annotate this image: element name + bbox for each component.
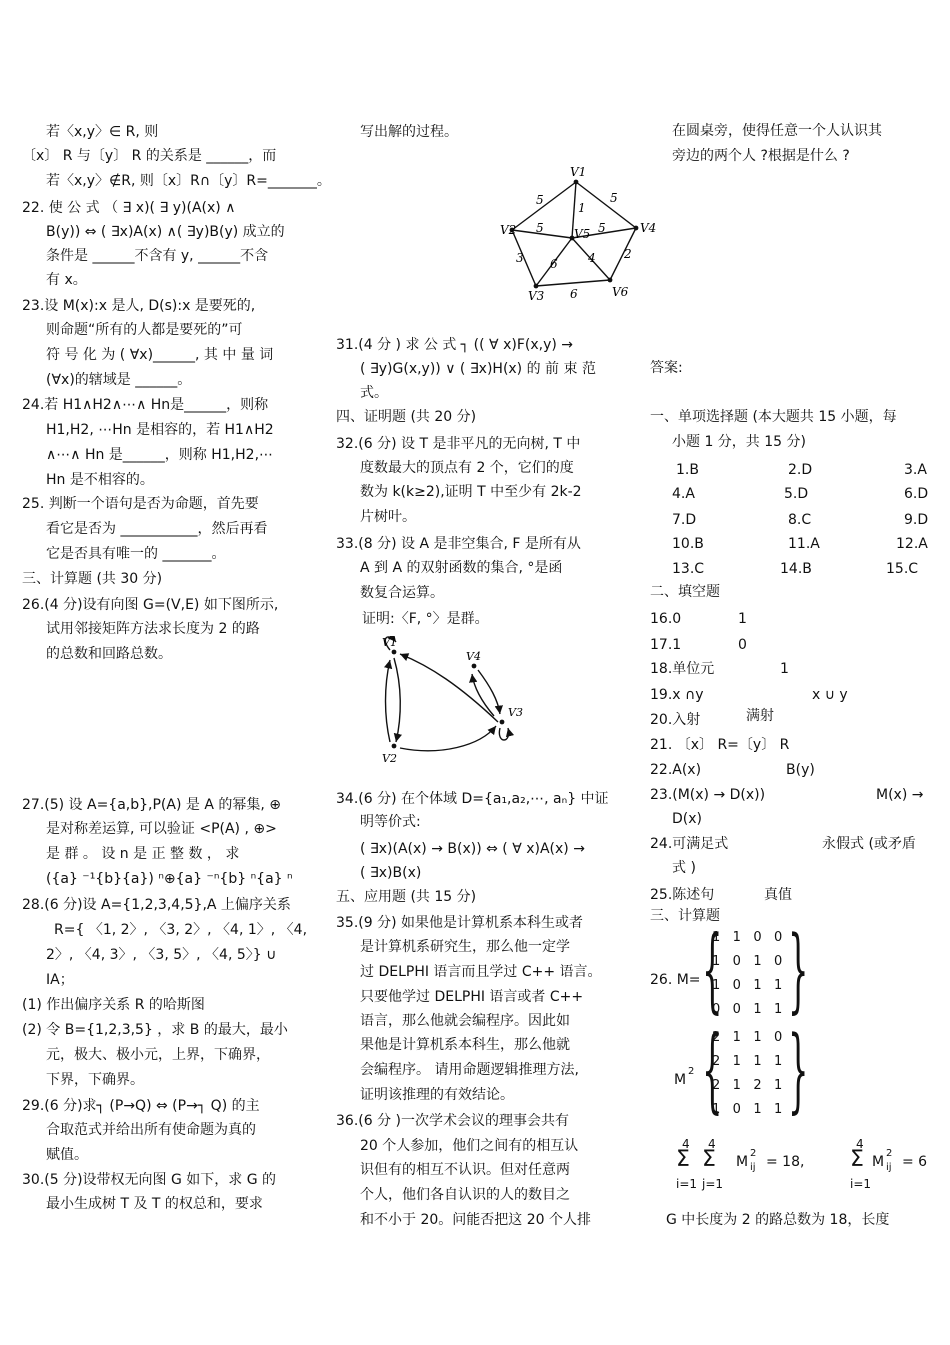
summation-formula [674, 1134, 930, 1194]
text-line: 28.(6 分)设 A={1,2,3,4,5},A 上偏序关系 [22, 897, 291, 913]
edge-weight: 6 [570, 287, 578, 301]
text-line: 看它是否为 ___________，然后再看 [46, 521, 268, 537]
sum-lower: j=1 [702, 1177, 724, 1191]
text-line: 识但有的相互不认识。但对任意两 [360, 1162, 570, 1178]
sum-sub: ij [750, 1162, 756, 1173]
text-line: 8.C [788, 512, 812, 528]
sum-upper: 4 [708, 1137, 716, 1151]
text-line: 三、计算题 [650, 908, 720, 924]
text-line: H1,H2, ⋯Hn 是相容的，若 H1∧H2 [46, 422, 274, 438]
text-line: 和不小于 20。问能否把这 20 个人排 [360, 1212, 591, 1228]
text-line: 33.(8 分) 设 A 是非空集合, F 是所有从 [336, 536, 581, 552]
text-line: (2) 令 B={1,2,3,5} ，求 B 的最大，最小 [22, 1022, 288, 1038]
matrix-row: 2 1 1 0 [712, 1030, 783, 1045]
text-line: D(x) [672, 811, 702, 827]
text-line: 旁边的两个人 ?根据是什么 ? [672, 148, 850, 164]
text-line: 9.D [904, 512, 929, 528]
text-line: 31.(4 分 ) 求 公 式 ┐ (( ∀ x)F(x,y) → [336, 337, 574, 353]
text-line: 23.设 M(x):x 是人, D(s):x 是要死的, [22, 298, 256, 314]
text-line: 三、计算题 (共 30 分) [22, 571, 163, 587]
text-line: 7.D [672, 512, 697, 528]
text-line: 0 [738, 637, 747, 653]
edge-weight: 3 [516, 251, 524, 265]
text-line: 19.x ∩y [650, 687, 704, 703]
vertex-label-v5: V5 [574, 227, 591, 241]
text-line: 34.(6 分) 在个体域 D={a₁,a₂,⋯, aₙ} 中证 [336, 791, 609, 807]
sum-symbol: Σ [702, 1147, 716, 1172]
text-line: 25.陈述句 [650, 887, 715, 903]
edge-weight: 1 [578, 201, 586, 215]
text-line: 〔x〕 R 与〔y〕 R 的关系是 ______，而 [22, 148, 277, 164]
edge-weight: 5 [536, 193, 544, 207]
text-line: 18.单位元 [650, 661, 715, 677]
text-line: 证明:〈F, °〉是群。 [362, 611, 489, 627]
directed-graph-figure [380, 636, 530, 766]
text-line: 数复合运算。 [360, 585, 444, 601]
text-line: 下界，下确界。 [46, 1072, 144, 1088]
text-line: 是对称差运算, 可以验证 <P(A) , ⊕> [46, 821, 277, 837]
text-line: 26.(4 分)设有向图 G=(V,E) 如下图所示, [22, 597, 279, 613]
text-line: 21. 〔x〕 R=〔y〕 R [650, 737, 790, 753]
text-line: 小题 1 分，共 15 分) [672, 434, 806, 450]
text-line: ( ∃y)G(x,y)) ∨ ( ∃x)H(x) 的 前 束 范 [360, 361, 596, 377]
text-line: 12.A [896, 536, 928, 552]
text-line: ({a} ⁻¹{b}{a}) ⁿ⊕{a} ⁻ⁿ{b} ⁿ{a} ⁿ [46, 871, 293, 887]
text-line: 16.0 [650, 611, 682, 627]
edge-weight: 2 [624, 247, 632, 261]
text-line: M [674, 1072, 687, 1088]
text-line: ( ∃x)B(x) [360, 865, 422, 881]
text-line: 23.(M(x) → D(x)) [650, 787, 766, 803]
text-line: 的总数和回路总数。 [46, 646, 172, 662]
text-line: R={ 〈1, 2〉, 〈3, 2〉, 〈4, 1〉, 〈4, [54, 922, 308, 938]
text-line: 15.C [886, 561, 919, 577]
matrix-row: 2 1 1 1 [712, 1054, 783, 1069]
text-line: 数为 k(k≥2),证明 T 中至少有 2k-2 [360, 484, 582, 500]
text-line: 永假式 (或矛盾 [822, 836, 916, 852]
text-line: 二、填空题 [650, 584, 720, 600]
text-line: 元，极大、极小元，上界，下确界， [46, 1047, 270, 1063]
text-line: 证明该推理的有效结论。 [360, 1087, 514, 1103]
matrix-row: 1 0 1 1 [712, 1102, 783, 1117]
text-line: 若〈x,y〉∈ R, 则 [46, 124, 159, 140]
sum-lower: i=1 [850, 1177, 872, 1191]
text-line: 24.若 H1∧H2∧⋯∧ Hn是______，则称 [22, 397, 269, 413]
text-line: 32.(6 分) 设 T 是非平凡的无向树, T 中 [336, 436, 581, 452]
text-line: (1) 作出偏序关系 R 的哈斯图 [22, 997, 205, 1013]
text-line: 24.可满足式 [650, 836, 729, 852]
text-line: B(y)) ⇔ ( ∃x)A(x) ∧( ∃y)B(y) 成立的 [46, 224, 285, 240]
vertex-label-v4: V4 [640, 221, 657, 235]
text-line: 1 [738, 611, 747, 627]
edge-weight: 5 [598, 221, 606, 235]
text-line: 满射 [746, 708, 774, 724]
text-line: 27.(5) 设 A={a,b},P(A) 是 A 的幂集, ⊕ [22, 797, 281, 813]
text-line: 5.D [784, 486, 809, 502]
text-line: 则命题“所有的人都是要死的”可 [46, 322, 243, 338]
text-line: 它是否具有唯一的 _______。 [46, 546, 226, 562]
text-line: 片树叶。 [360, 509, 416, 525]
matrix-m [702, 916, 809, 1024]
vertex-label-v2: V2 [382, 752, 397, 765]
text-line: 10.B [672, 536, 704, 552]
text-line: 13.C [672, 561, 705, 577]
matrix-left-brace: { [702, 916, 723, 1023]
sum-upper: 4 [856, 1137, 864, 1151]
matrix-right-brace: } [788, 1016, 809, 1123]
text-line: 会编程序。 请用命题逻辑推理方法, [360, 1062, 579, 1078]
text-line: 过 DELPHI 语言而且学过 C++ 语言。 [360, 964, 602, 980]
text-line: 四、证明题 (共 20 分) [336, 409, 477, 425]
text-line: 30.(5 分)设带权无向图 G 如下，求 G 的 [22, 1172, 277, 1188]
text-line: Hn 是不相容的。 [46, 472, 154, 488]
text-line: 35.(9 分) 如果他是计算机系本科生或者 [336, 915, 583, 931]
text-line: IA； [46, 972, 74, 988]
text-line: 式。 [360, 385, 388, 401]
text-line: 是 群 。 设 n 是 正 整 数 ， 求 [46, 846, 240, 862]
sum-symbol: Σ [850, 1147, 864, 1172]
vertex-label-v2: V2 [500, 223, 517, 237]
text-line: 明等价式: [360, 814, 421, 830]
text-line: M(x) → [876, 787, 924, 803]
text-line: 22. 使 公 式 （ ∃ x)( ∃ y)(A(x) ∧ [22, 200, 236, 216]
edge-weight: 6 [550, 257, 558, 271]
matrix-row: 1 0 1 0 [712, 954, 783, 969]
text-line: 36.(6 分 )一次学术会议的理事会共有 [336, 1113, 569, 1129]
edge-weight: 5 [536, 221, 544, 235]
text-line: 3.A [904, 462, 927, 478]
matrix-row: 2 1 2 1 [712, 1078, 783, 1093]
text-line: 在圆桌旁，使得任意一个人认识其 [672, 123, 882, 139]
text-line: (∀x)的辖域是 ______。 [46, 372, 192, 388]
text-line: 25. 判断一个语句是否为命题，首先要 [22, 496, 259, 512]
text-line: 29.(6 分)求┐ (P→Q) ⇔ (P→┐ Q) 的主 [22, 1098, 260, 1114]
text-line: 2〉, 〈4, 3〉, 〈3, 5〉, 〈4, 5〉} ∪ [46, 947, 277, 963]
text-line: 试用邻接矩阵方法求长度为 2 的路 [46, 621, 260, 637]
text-line: 符 号 化 为 ( ∀x)______, 其 中 量 词 [46, 347, 274, 363]
text-line: x ∪ y [812, 687, 848, 703]
text-line: 26. M= [650, 972, 701, 988]
sum-term: M [736, 1154, 749, 1170]
sum-sub: ij [886, 1162, 892, 1173]
text-line: 真值 [764, 887, 792, 903]
vertex-label-v6: V6 [612, 285, 629, 299]
sum-result: = 6 [902, 1154, 928, 1170]
text-line: 17.1 [650, 637, 682, 653]
sum-symbol: Σ [676, 1147, 690, 1172]
text-line: 若〈x,y〉∉R, 则〔x〕R∩〔y〕R=_______。 [46, 173, 331, 189]
text-line: 20.入射 [650, 712, 701, 728]
vertex-label-v4: V4 [466, 650, 481, 663]
text-line: G 中长度为 2 的路总数为 18，长度 [666, 1212, 890, 1228]
sum-term: M [872, 1154, 885, 1170]
sum-result: = 18, [766, 1154, 805, 1170]
text-line: B(y) [786, 762, 815, 778]
vertex-label-v1: V1 [382, 636, 397, 649]
text-line: 2.D [788, 462, 813, 478]
matrix-m-squared [702, 1016, 809, 1124]
text-line: 个人，他们各自认识的人的数目之 [360, 1187, 570, 1203]
text-line: 度数最大的顶点有 2 个，它们的度 [360, 460, 574, 476]
text-line: 6.D [904, 486, 929, 502]
m2-superscript: 2 [688, 1066, 695, 1077]
sum-lower: i=1 [676, 1177, 698, 1191]
text-line: 答案: [650, 360, 683, 376]
text-line: 22.A(x) [650, 762, 702, 778]
matrix-right-brace: } [788, 916, 809, 1023]
text-line: 五、应用题 (共 15 分) [336, 889, 477, 905]
text-line: 写出解的过程。 [360, 124, 458, 140]
text-line: ∧⋯∧ Hn 是______，则称 H1,H2,⋯ [46, 447, 274, 463]
edge-weight: 4 [588, 251, 596, 265]
text-line: 20 个人参加，他们之间有的相互认 [360, 1138, 579, 1154]
weighted-graph-figure [500, 166, 660, 306]
text-line: 条件是 ______不含有 y, ______不含 [46, 248, 269, 264]
text-line: 14.B [780, 561, 812, 577]
matrix-left-brace: { [702, 1016, 723, 1123]
sum-upper: 4 [682, 1137, 690, 1151]
edge-weight: 5 [610, 191, 618, 205]
text-line: 赋值。 [46, 1147, 88, 1163]
text-line: 一、单项选择题 (本大题共 15 小题，每 [650, 409, 897, 425]
sum-sup: 2 [886, 1148, 893, 1159]
vertex-label-v3: V3 [528, 289, 545, 303]
matrix-row: 1 0 1 1 [712, 978, 783, 993]
text-line: 合取范式并给出所有使命题为真的 [46, 1122, 256, 1138]
text-line: 有 x。 [46, 272, 87, 288]
text-line: 果他是计算机系本科生，那么他就 [360, 1037, 570, 1053]
sum-sup: 2 [750, 1148, 757, 1159]
vertex-label-v1: V1 [570, 166, 587, 179]
text-line: 最小生成树 T 及 T 的权总和，要求 [46, 1196, 263, 1212]
vertex-label-v3: V3 [508, 706, 523, 719]
text-line: ( ∃x)(A(x) → B(x)) ⇔ ( ∀ x)A(x) → [360, 841, 585, 857]
text-line: 是计算机系研究生，那么他一定学 [360, 939, 570, 955]
text-line: 式 ) [672, 860, 696, 876]
matrix-row: 1 1 0 0 [712, 930, 783, 945]
text-line: 1.B [676, 462, 699, 478]
text-line: A 到 A 的双射函数的集合, °是函 [360, 560, 563, 576]
text-line: 11.A [788, 536, 820, 552]
text-line: 只要他学过 DELPHI 语言或者 C++ [360, 989, 584, 1005]
matrix-row: 0 0 1 1 [712, 1002, 783, 1017]
text-line: 4.A [672, 486, 695, 502]
text-line: 1 [780, 661, 789, 677]
text-line: 语言，那么他就会编程序。因此如 [360, 1013, 570, 1029]
